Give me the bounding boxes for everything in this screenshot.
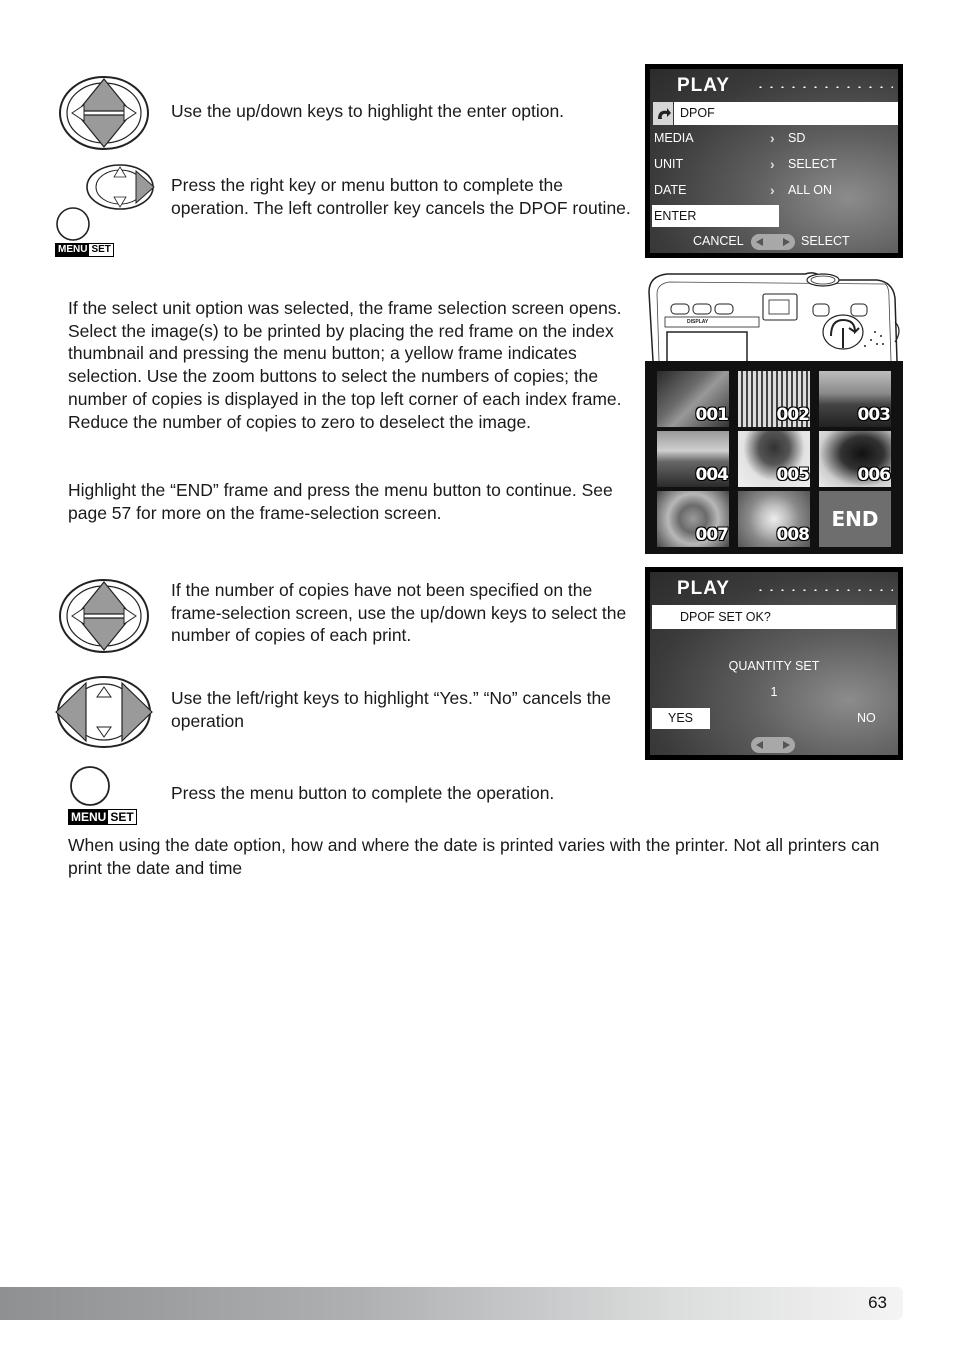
thumbnail-frame[interactable] xyxy=(657,431,729,487)
step-highlight-yes: Use the left/right keys to highlight “Yes.” “No” cancels the operation xyxy=(171,688,611,731)
thumbnail-number: 006 xyxy=(857,465,890,485)
thumbnail-frame[interactable] xyxy=(738,371,810,427)
lcd-yes-option: YES xyxy=(652,708,710,729)
thumbnail-number: 005 xyxy=(776,465,809,485)
lcd-tab-dpof: DPOF xyxy=(674,102,898,125)
end-frame-paragraph: Highlight the “END” frame and press the menu button to continue. See page 57 for more on the frame-selection screen. xyxy=(68,480,613,523)
controller-right-icon xyxy=(84,163,156,211)
chevron-right-icon: › xyxy=(770,156,775,172)
set-label: SET xyxy=(110,810,134,824)
controller-up-down-icon xyxy=(58,578,150,654)
controller-left-right-icon xyxy=(54,675,154,749)
thumbnail-frame[interactable] xyxy=(657,491,729,547)
menu-button-icon xyxy=(69,765,111,807)
left-right-arrows-icon xyxy=(751,737,795,753)
set-label: SET xyxy=(91,244,111,255)
lcd-no-option: NO xyxy=(857,711,876,725)
frame-selection-screen xyxy=(645,361,903,554)
step-select-copies: If the number of copies have not been specified on the frame-selection screen, use the up/down keys to select the number of copies of each print. xyxy=(171,580,627,646)
lcd-quantity-value: 1 xyxy=(770,685,778,699)
lcd-row-unit-value: SELECT xyxy=(788,157,837,171)
step-press-menu: Press the menu button to complete the operation. xyxy=(171,783,555,803)
thumbnail-number: 008 xyxy=(776,525,809,545)
step-highlight-enter: Use the up/down keys to highlight the enter option. xyxy=(171,101,565,121)
thumbnail-frame[interactable] xyxy=(819,431,891,487)
thumbnail-number: 001 xyxy=(695,405,728,425)
lcd-select-label: SELECT xyxy=(801,234,850,248)
frame-selection-paragraph: If the select unit option was selected, the frame selection screen opens. Select the image(s) to be printed by placing the red frame on the index thumbnail and pressing the menu button; a yellow frame indicates selection. Use the zoom buttons to select the numbers of copies; the number of copies is displayed in the top left corner of each index frame. Reduce the number of copies to zero to deselect the image. xyxy=(68,298,622,432)
footer-bar xyxy=(0,1287,903,1320)
date-option-paragraph: When using the date option, how and where the date is printed varies with the printer. Not all printers can print the date and time xyxy=(68,835,880,878)
camera-display-label: DISPLAY xyxy=(687,319,709,325)
chevron-right-icon: › xyxy=(770,182,775,198)
left-right-arrows-icon xyxy=(751,234,795,250)
lcd-title-dots xyxy=(755,86,893,88)
lcd-title-dots xyxy=(755,589,893,591)
menu-label: MENU xyxy=(71,810,107,824)
lcd-cancel-label: CANCEL xyxy=(693,234,744,248)
thumbnail-frame[interactable] xyxy=(738,491,810,547)
chevron-right-icon: › xyxy=(770,130,775,146)
lcd-quantity-label: QUANTITY SET xyxy=(728,659,820,673)
menu-button-icon xyxy=(55,206,91,242)
controller-up-down-icon xyxy=(58,75,150,151)
menu-label: MENU xyxy=(58,244,88,255)
lcd-row-unit-label: UNIT xyxy=(654,157,684,171)
lcd-enter-option: ENTER xyxy=(652,205,779,227)
lcd-row-date-value: ALL ON xyxy=(788,183,833,197)
lcd-play-title: PLAY xyxy=(677,578,730,599)
lcd-play-title: PLAY xyxy=(677,75,730,96)
lcd-row-media-value: SD xyxy=(788,131,806,145)
step-complete-operation: Press the right key or menu button to complete the operation. The left controller key cancels the DPOF routine. xyxy=(171,175,631,218)
thumbnail-frame[interactable] xyxy=(819,371,891,427)
thumbnail-number: 004 xyxy=(695,465,728,485)
playback-tab-icon xyxy=(653,102,673,125)
lcd-confirm-question: DPOF SET OK? xyxy=(652,605,896,629)
lcd-dpof-confirm xyxy=(645,567,903,760)
thumbnail-number: 002 xyxy=(776,405,809,425)
menu-set-badge xyxy=(55,243,114,257)
thumbnail-frame[interactable] xyxy=(657,371,729,427)
lcd-row-media-label: MEDIA xyxy=(654,131,694,145)
end-frame[interactable]: END xyxy=(819,491,891,547)
lcd-dpof-menu xyxy=(645,64,903,258)
thumbnail-number: 007 xyxy=(695,525,728,545)
camera-back-illustration xyxy=(645,270,903,367)
page-number: 63 xyxy=(868,1293,887,1312)
thumbnail-frame[interactable] xyxy=(738,431,810,487)
thumbnail-number: 003 xyxy=(857,405,890,425)
lcd-row-date-label: DATE xyxy=(654,183,687,197)
menu-set-badge xyxy=(68,809,137,825)
